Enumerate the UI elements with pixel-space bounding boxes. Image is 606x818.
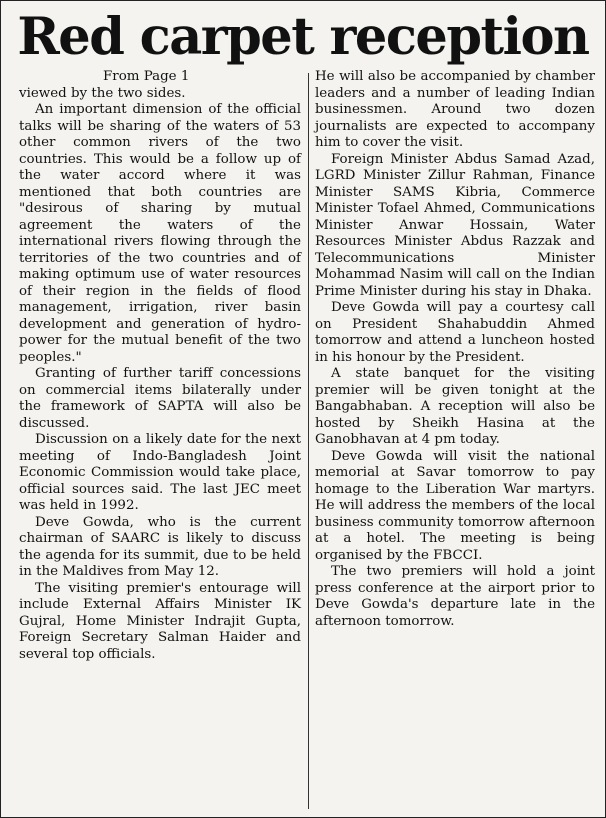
paragraph: He will also be accompanied by chamber leaders and a number of leading Indian businessmen. Around two dozen journalists are expected to accompany him to cover the visit. (315, 69, 595, 150)
paragraph: Deve Gowda will visit the national memorial at Savar tomorrow to pay homage to the Liberation War martyrs. He will address the members of the local business community tomorrow afternoon at a hotel. The meeting is being organised by the FBCCI. (315, 448, 595, 563)
paragraph: Deve Gowda will pay a courtesy call on President Shahabuddin Ahmed tomorrow and attend a luncheon hosted in his honour by the President. (315, 300, 595, 365)
column-divider (308, 73, 309, 809)
right-column (315, 69, 595, 630)
paragraph: Discussion on a likely date for the next meeting of Indo-Bangladesh Joint Economic Commission would take place, official sources said. The last JEC meet was held in 1992. (19, 432, 301, 513)
jump-line: From Page 1 (103, 69, 190, 84)
paragraph: A state banquet for the visiting premier will be given tonight at the Bangabhaban. A reception will also be hosted by Sheikh Hasina at the Ganobhavan at 4 pm today. (315, 366, 595, 447)
paragraph: viewed by the two sides. (19, 85, 186, 101)
paragraph: An important dimension of the official talks will be sharing of the waters of 53 other common rivers of the two countries. This would be a follow up of the water accord where it was mentioned that both countries are "desirous of sharing by mutual agreement the waters of the international rivers flowing through the territories of the two countries and of making optimum use of water resources of their region in the fields of flood management, irrigation, river basin development and generation of hydro-power for the mutual benefit of the two peoples." (19, 102, 301, 365)
paragraph: Foreign Minister Abdus Samad Azad, LGRD Minister Zillur Rahman, Finance Minister SAMS Kibria, Commerce Minister Tofael Ahmed, Communications Minister Anwar Hossain, Water Resources Minister Abdus Razzak and Telecommunications Minister Mohammad Nasim will call on the Indian Prime Minister during his stay in Dhaka. (315, 151, 595, 299)
paragraph: The visiting premier's entourage will include External Affairs Minister IK Gujral, Home Minister Indrajit Gupta, Foreign Secretary Salman Haider and several top officials. (19, 580, 301, 662)
paragraph: Deve Gowda, who is the current chairman of SAARC is likely to discuss the agenda for its summit, due to be held in the Maldives from May 12. (19, 514, 301, 579)
headline: Red carpet reception (17, 7, 589, 67)
paragraph: The two premiers will hold a joint press conference at the airport prior to Deve Gowda's departure late in the afternoon tomorrow. (315, 564, 595, 629)
paragraph: Granting of further tariff concessions on commercial items bilaterally under the framework of SAPTA will also be discussed. (19, 366, 301, 431)
left-column (19, 69, 301, 663)
